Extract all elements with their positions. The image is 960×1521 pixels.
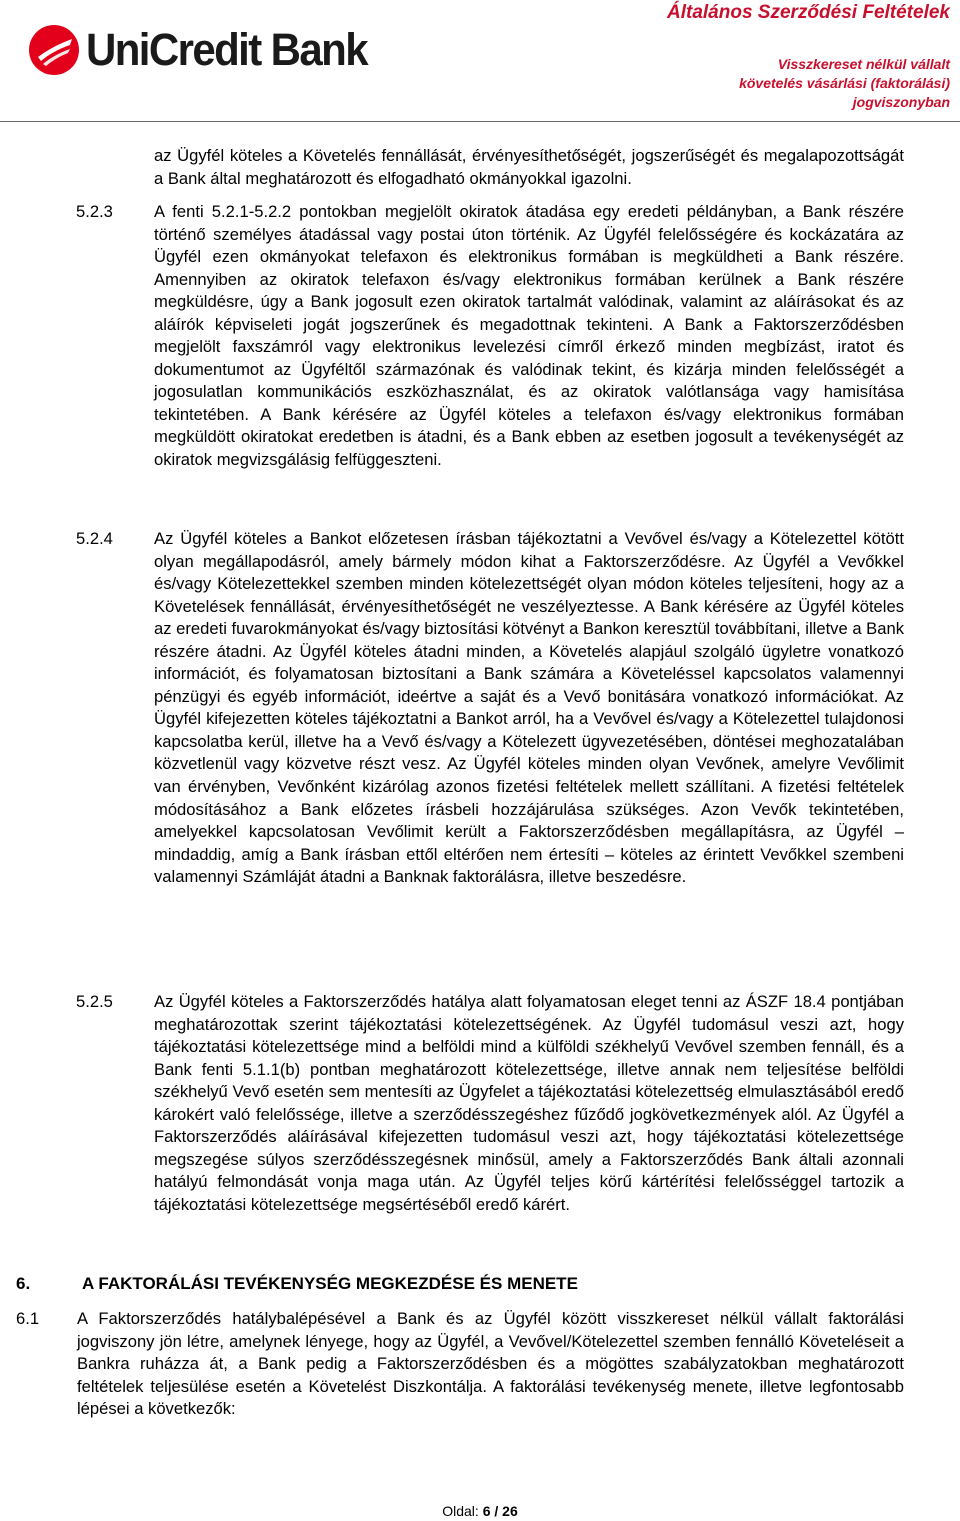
page-current: 6: [482, 1503, 491, 1519]
unicredit-logo-icon: [28, 24, 80, 76]
document-subtitle-line-2: követelés vásárlási (faktorálási): [739, 75, 950, 91]
section-5-2-3-text: A fenti 5.2.1-5.2.2 pontokban megjelölt okiratok átadása egy eredeti példányban, a Bank részére történő személyes átadással vagy postai úton történik. Az Ügyfél felelősségére és kockázatára az Ügyfél ezen okmányokat telefaxon és elektronikus formában is megküldheti a Bank részére. Amennyiben az okiratok telefaxon és/vagy elektronikus formában kerülnek a Bank részére megküldésre, úgy a Bank jogosult ezen okiratok tartalmát valódinak, valamint az aláírásokat és az aláírók képviseleti jogát jogszerűnek és megadottnak tekinteni. A Bank a Faktorszerződésben megjelölt faxszámról vagy elektronikus levelezési címről érkező minden megbízást, iratot és dokumentumot az Ügyféltől származónak és valódinak tekint, és kizárja minden felelősségét a jogosulatlan kommunikációs eszközhasználat, és az okiratok valótlansága vagy hamisítása tekintetében. A Bank kérésére az Ügyfél köteles a telefaxon és/vagy elektronikus formában megküldött okiratokat eredetben is átadni, és a Bank ebben az esetben jogosult a tevékenységét az okiratok megvizsgálásig felfüggeszteni.: [154, 202, 904, 470]
section-5-2-4-text: Az Ügyfél köteles a Bankot előzetesen írásban tájékoztatni a Vevővel és/vagy a Kötelezettel kötött olyan megállapodásról, amely bármely módon kihat a Faktorszerződésre. Az Ügyfél a Vevőkkel és/vagy Kötelezettekkel szemben minden kötelezettségét olyan módon köteles teljesíteni, hogy az a Követelések fennállását, érvényesíthetőségét ne veszélyeztesse. A Bank kérésére az Ügyfél köteles az eredeti fuvarokmányokat és/vagy biztosítási kötvényt a Bankon keresztül továbbítani, illetve a Bank részére átadni. Az Ügyfél köteles átadni minden, a Követelés alapjául szolgáló ügyletre vonatkozó információt, és folyamatosan biztosítani a Bank számára a Követeléssel kapcsolatos valamennyi pénzügyi és egyéb információt, ideértve a saját és a Vevő bonitására vonatkozó információkat. Az Ügyfél kifejezetten köteles tájékoztatni a Bankot arról, ha a Vevővel és/vagy a Kötelezettel tulajdonosi kapcsolatba kerül, illetve ha a Vevő és/vagy a Kötelezett ügyvezetésében, döntései meghozatalában közvetlenül vagy közvetve részt vesz. Az Ügyfél köteles minden olyan Vevőnek, amelyre Vevőlimit van érvényben, Vevőnként kizárólag azonos fizetési feltételek mellett szállítani. A fizetési feltételek módosításához a Bank előzetes írásbeli hozzájárulása szükséges. Azon Vevők tekintetében, amelyekkel kapcsolatosan Vevőlimit került a Faktorszerződésben megállapításra, az Ügyfél – mindaddig, amíg a Bank írásban ettől eltérően nem értesíti – köteles az érintett Vevőkkel szembeni valamennyi Számláját átadni a Banknak faktorálásra, illetve beszedésre.: [154, 529, 904, 887]
unicredit-logo: [28, 24, 367, 76]
section-6-title: A FAKTORÁLÁSI TEVÉKENYSÉG MEGKEZDÉSE ÉS MENETE: [82, 1274, 578, 1293]
section-6-1-number: 6.1: [16, 1309, 40, 1328]
section-5-2-3-number: 5.2.3: [76, 202, 113, 221]
document-subtitle-line-1: Visszkereset nélkül vállalt: [777, 56, 950, 72]
section-5-2-4-number: 5.2.4: [76, 529, 113, 548]
page-footer: [0, 1502, 960, 1520]
header-divider: [0, 121, 960, 122]
page-header: [0, 0, 960, 124]
section-5-2-5-text: Az Ügyfél köteles a Faktorszerződés hatálya alatt folyamatosan eleget tenni az ÁSZF 18.4 pontjában meghatározottak szerint tájékoztatási kötelezettségének. Az Ügyfél tudomásul veszi azt, hogy tájékoztatási kötelezettsége mind a belföldi mind a külföldi székhelyű Vevővel szemben fennáll, és a Bank fenti 5.1.1(b) pontban meghatározott kötelezettsége, illetve annak nem teljesítése belföldi székhelyű Vevő esetén sem mentesíti az Ügyfelet a tájékoztatási kötelezettség elmulasztásából eredő károkért való felelőssége, illetve a szerződésszegéshez fűződő jogkövetkezmények alól. Az Ügyfél a Faktorszerződés aláírásával kifejezetten tudomásul veszi azt, hogy tájékoztatási kötelezettsége megszegése súlyos szerződésszegésnek minősül, amely a Faktorszerződés Bank általi azonnali hatályú felmondását vonja maga után. Az Ügyfél teljes körű kártérítési felelősséggel tartozik a tájékoztatási kötelezettsége megsértéséből eredő kárért.: [154, 992, 904, 1214]
page-separator: /: [494, 1503, 499, 1519]
document-subtitle: [667, 55, 950, 112]
document-title: Általános Szerződési Feltételek: [667, 2, 950, 23]
brand-name: UniCredit Bank: [86, 24, 367, 75]
section-5-2-5-number: 5.2.5: [76, 992, 113, 1011]
page-total: 26: [502, 1503, 518, 1519]
page-label: Oldal:: [442, 1503, 479, 1519]
intro-paragraph: az Ügyfél köteles a Követelés fennállását, érvényesíthetőségét, jogszerűségét és megalapozottságát a Bank által meghatározott és elfogadható okmányokkal igazolni.: [154, 146, 904, 188]
section-6-1-text: A Faktorszerződés hatálybalépésével a Bank és az Ügyfél között visszkereset nélkül vállalt faktorálási jogviszony jön létre, amelynek lényege, hogy az Ügyfél, a Vevővel/Kötelezettel szemben fennálló Követeléseit a Bankra ruházza át, a Bank pedig a Faktorszerződésben és a mögöttes szabályzatokban meghatározott feltételek teljesülése esetén a Követelést Diszkontálja. A faktorálási tevékenység menete, illetve legfontosabb lépései a következők:: [77, 1309, 904, 1419]
document-heading: [667, 2, 950, 112]
section-6-number: 6.: [16, 1274, 31, 1293]
document-subtitle-line-3: jogviszonyban: [852, 94, 950, 110]
